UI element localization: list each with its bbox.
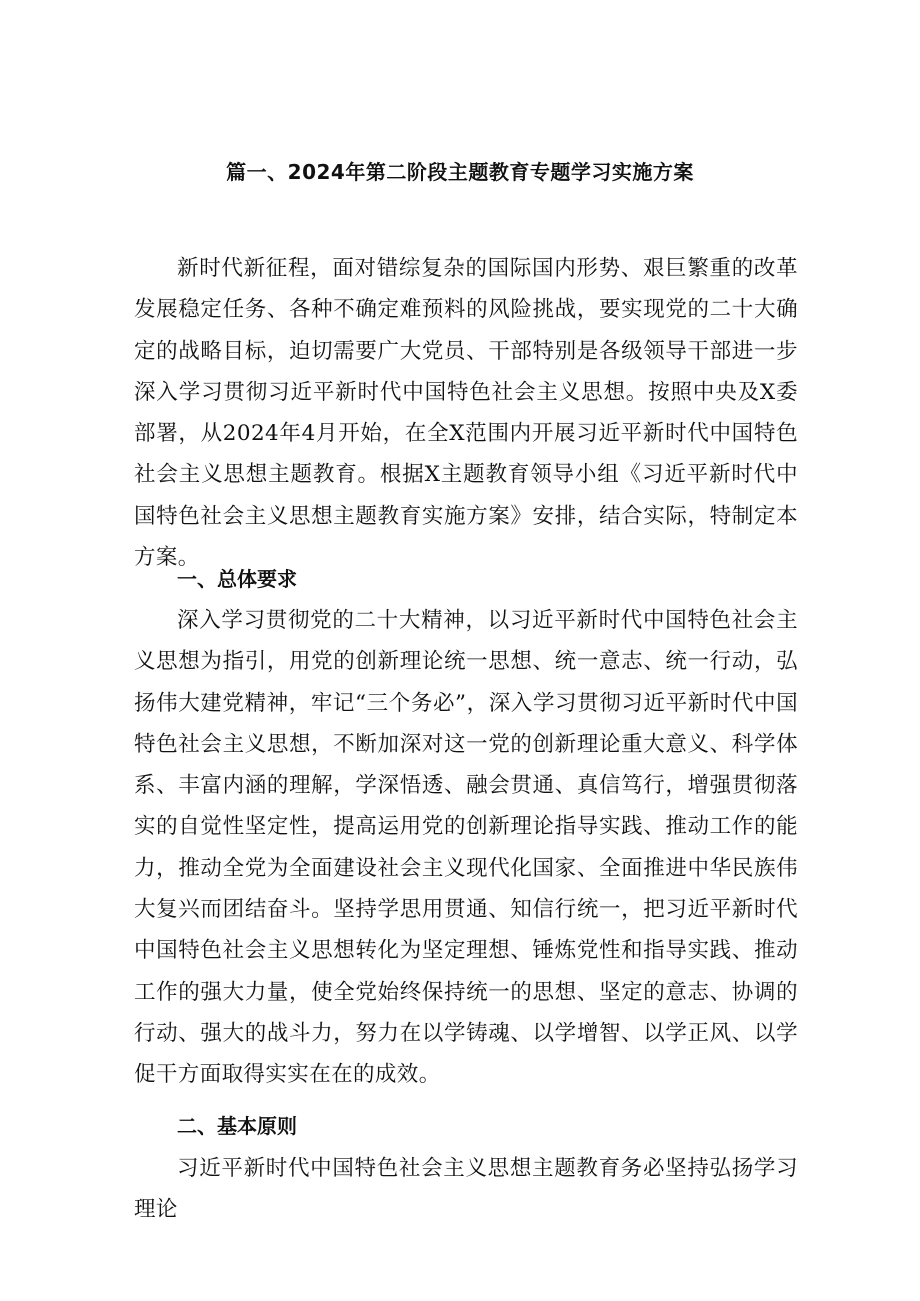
- section-paragraph: 习近平新时代中国特色社会主义思想主题教育务必坚持弘扬学习理论: [134, 1156, 798, 1223]
- document-title: 篇一、2024年第二阶段主题教育专题学习实施方案: [226, 160, 694, 184]
- section-heading-basic-principles: 二、基本原则: [177, 1114, 297, 1138]
- section-paragraph: 深入学习贯彻党的二十大精神，以习近平新时代中国特色社会主义思想为指引，用党的创新理论统一思想、统一意志、统一行动，弘扬伟大建党精神，牢记“三个务必”，深入学习贯彻习近平新时代中国特色社会主义思想，不断加深对这一党的创新理论重大意义、科学体系、丰富内涵的理解，学深悟透、融会贯通、真信笃行，增强贯彻落实的自觉性坚定性，提高运用党的创新理论指导实践、推动工作的能力，推动全党为全面建设社会主义现代化国家、全面推进中华民族伟大复兴而团结奋斗。坚持学思用贯通、知信行统一，把习近平新时代中国特色社会主义思想转化为坚定理想、锤炼党性和指导实践、推动工作的强大力量，使全党始终保持统一的思想、坚定的意志、协调的行动、强大的战斗力，努力在以学铸魂、以学增智、以学正风、以学促干方面取得实实在在的成效。: [134, 608, 798, 1088]
- section-overall-requirements: [134, 600, 798, 1096]
- intro-paragraph: 新时代新征程，面对错综复杂的国际国内形势、艰巨繁重的改革发展稳定任务、各种不确定难预料的风险挑战，要实现党的二十大确定的战略目标，迫切需要广大党员、干部特别是各级领导干部进一步深入学习贯彻习近平新时代中国特色社会主义思想。按照中央及X委部署，从2024年4月开始，在全X范围内开展习近平新时代中国特色社会主义思想主题教育。根据X主题教育领导小组《习近平新时代中国特色社会主义思想主题教育实施方案》安排，结合实际，特制定本方案。: [134, 256, 798, 571]
- intro-section: [134, 248, 798, 578]
- section-basic-principles: [134, 1148, 798, 1231]
- section-heading-overall-requirements: 一、总体要求: [177, 567, 297, 591]
